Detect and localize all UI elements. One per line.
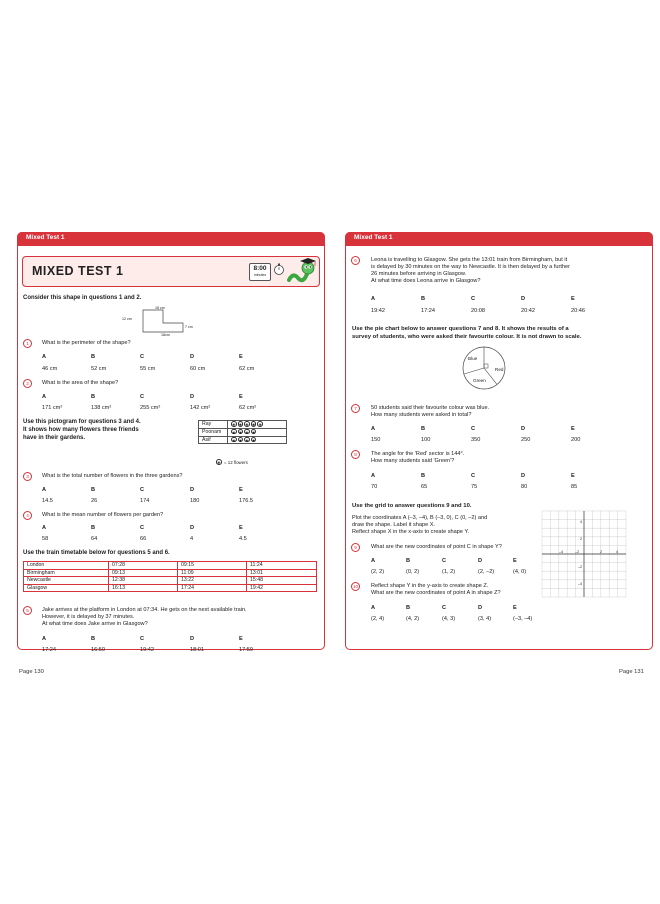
option-answer[interactable]: (2, 4) (371, 616, 385, 622)
pictogram-flowers (228, 436, 287, 444)
shape-intro: Consider this shape in questions 1 and 2. (23, 295, 142, 301)
option-letter[interactable]: B (406, 558, 411, 564)
question-number: 1 (23, 339, 32, 348)
option-answer[interactable]: 46 cm (42, 366, 58, 372)
question-number: 2 (23, 379, 32, 388)
option-answer[interactable]: 180 (190, 498, 200, 504)
question-text: What is the perimeter of the shape? (42, 340, 131, 346)
question-text: is delayed by 30 minutes on the way to Newcastle. It is then delayed by a further (371, 264, 570, 270)
grid-instruction: draw the shape. Label it shape X. (352, 522, 436, 528)
bookworm-mascot-icon (285, 254, 317, 286)
left-page (17, 232, 325, 653)
option-letter[interactable]: A (371, 558, 376, 564)
option-letter[interactable]: C (140, 354, 145, 360)
option-answer[interactable]: (4, 2) (406, 616, 420, 622)
flower-icon: ❀ (238, 429, 243, 435)
flower-icon: ❀ (251, 422, 256, 427)
question-number: 8 (351, 450, 360, 459)
left-page-header (17, 232, 325, 246)
table-cell: Birmingham (24, 569, 109, 577)
option-letter[interactable]: B (91, 394, 96, 400)
option-answer[interactable]: (2, 2) (371, 569, 385, 575)
option-answer[interactable]: 20:42 (521, 308, 535, 314)
option-answer[interactable]: 350 (471, 437, 481, 443)
option-letter[interactable]: D (478, 558, 483, 564)
x-tick-label: –4 (559, 550, 563, 554)
option-letter[interactable]: D (521, 426, 526, 432)
option-letter[interactable]: C (471, 426, 476, 432)
pictogram-row (199, 428, 287, 436)
shape-label-right: 7 cm (185, 325, 193, 329)
stopwatch-icon (273, 262, 285, 276)
flower-icon: ❀ (238, 437, 243, 443)
page-number-left: Page 130 (19, 669, 44, 675)
option-answer[interactable]: 17:59 (239, 647, 253, 653)
question-text: Leona is travelling to Glasgow. She gets the 13:01 train from Birmingham, but it (371, 257, 568, 263)
table-cell: 09:13 (109, 569, 178, 577)
table-cell: 11:09 (178, 569, 247, 577)
pictogram-flowers (228, 428, 287, 436)
option-letter[interactable]: C (140, 525, 145, 531)
table-row (24, 577, 317, 585)
table-cell: Newcastle (24, 577, 109, 585)
option-answer[interactable]: (4, 0) (513, 569, 527, 575)
question-number: 7 (351, 404, 360, 413)
question-text: What is the total number of flowers in the three gardens? (42, 473, 183, 479)
question-text: The angle for the 'Red' sector is 144°. (371, 451, 465, 457)
table-row (24, 562, 317, 570)
flower-icon: ❀ (245, 429, 249, 435)
option-answer[interactable]: (3, 4) (478, 616, 492, 622)
option-letter[interactable]: E (513, 558, 517, 564)
option-answer[interactable]: 16:50 (91, 647, 105, 653)
option-letter[interactable]: C (442, 605, 447, 611)
option-letter[interactable]: D (190, 354, 195, 360)
pictogram-name: Asif (199, 436, 228, 444)
flower-icon: ❀ (232, 429, 236, 435)
flower-icon: ❀ (245, 422, 249, 427)
pie-intro: Use the pie chart below to answer questions 7 and 8. It shows the results of a (352, 326, 569, 332)
right-header-label: Mixed Test 1 (354, 234, 393, 241)
option-answer[interactable]: 4.5 (239, 536, 247, 542)
table-cell: London (24, 562, 109, 570)
y-tick-label: 4 (580, 520, 582, 524)
pictogram-intro: have in their gardens. (23, 435, 86, 441)
pictogram-intro: It shows how many flowers three friends (23, 427, 139, 433)
y-tick-label: 2 (580, 537, 582, 541)
table-cell: 16:13 (109, 584, 178, 592)
option-answer[interactable]: 20:08 (471, 308, 485, 314)
option-letter[interactable]: A (42, 354, 47, 360)
table-cell: 15:48 (247, 577, 317, 585)
option-letter[interactable]: D (190, 636, 195, 642)
option-answer[interactable]: (0, 2) (406, 569, 420, 575)
option-letter[interactable]: B (421, 473, 426, 479)
left-header-label: Mixed Test 1 (26, 234, 65, 241)
table-row (24, 569, 317, 577)
option-letter[interactable]: C (442, 558, 447, 564)
option-answer[interactable]: 66 (140, 536, 147, 542)
flower-icon: ❀ (251, 437, 256, 443)
pie-label-green: Green (473, 378, 486, 383)
option-answer[interactable]: 65 (421, 484, 428, 490)
option-letter[interactable]: E (239, 354, 243, 360)
option-answer[interactable]: 17:24 (42, 647, 56, 653)
option-answer[interactable]: 150 (371, 437, 381, 443)
option-answer[interactable]: 19:42 (140, 647, 154, 653)
option-answer[interactable]: 171 cm² (42, 405, 63, 411)
option-letter[interactable]: A (42, 636, 47, 642)
timer-box (249, 263, 271, 281)
flower-icon: ❀ (232, 437, 236, 443)
shape-label-top: 18 cm (155, 306, 165, 310)
question-number: 4 (23, 511, 32, 520)
option-answer[interactable]: 18:01 (190, 647, 204, 653)
x-tick-label: 4 (616, 550, 618, 554)
table-cell: 19:42 (247, 584, 317, 592)
option-letter[interactable]: E (571, 426, 575, 432)
option-answer[interactable]: 85 (571, 484, 578, 490)
option-letter[interactable]: B (421, 296, 426, 302)
option-answer[interactable]: 80 (521, 484, 528, 490)
option-letter[interactable]: A (371, 296, 376, 302)
option-letter[interactable]: D (190, 394, 195, 400)
option-letter[interactable]: D (521, 473, 526, 479)
grid-instruction: Plot the coordinates A (–3, –4), B (–3, 0), C (0, –2) and (352, 515, 488, 521)
train-timetable (23, 561, 317, 592)
option-answer[interactable]: (2, –2) (478, 569, 495, 575)
question-text: Reflect shape Y in the y-axis to create shape Z. (371, 583, 489, 589)
question-text: What is the mean number of flowers per garden? (42, 512, 164, 518)
option-letter[interactable]: A (371, 473, 376, 479)
table-cell: 07:28 (109, 562, 178, 570)
option-answer[interactable]: 100 (421, 437, 431, 443)
option-letter[interactable]: B (91, 636, 96, 642)
table-cell: 17:24 (178, 584, 247, 592)
question-number: 5 (23, 606, 32, 615)
option-answer[interactable]: 19:42 (371, 308, 385, 314)
right-page (345, 232, 653, 650)
option-letter[interactable]: C (140, 487, 145, 493)
option-letter[interactable]: D (521, 296, 526, 302)
option-answer[interactable]: 20:46 (571, 308, 585, 314)
x-tick-label: 2 (600, 550, 602, 554)
pictogram-row (199, 436, 287, 444)
pictogram-table (198, 420, 287, 444)
option-answer[interactable]: 250 (521, 437, 531, 443)
option-letter[interactable]: E (513, 605, 517, 611)
y-tick-label: –4 (578, 582, 582, 586)
question-text: Jake arrives at the platform in London at 07:34. He gets on the next available train. (42, 607, 247, 613)
option-letter[interactable]: E (239, 525, 243, 531)
option-letter[interactable]: C (140, 636, 145, 642)
option-letter[interactable]: D (190, 525, 195, 531)
option-answer[interactable]: 174 (140, 498, 150, 504)
table-cell: 13:22 (178, 577, 247, 585)
option-letter[interactable]: A (42, 487, 47, 493)
table-cell: 13:01 (247, 569, 317, 577)
flower-icon: ❀ (232, 422, 236, 427)
pie-label-blue: Blue (468, 356, 478, 361)
option-letter[interactable]: A (371, 605, 376, 611)
question-text: However, it is delayed by 37 minutes. (42, 614, 135, 620)
right-page-header (345, 232, 653, 246)
timer-unit: minutes (253, 273, 267, 277)
question-text: 26 minutes before arriving in Glasgow. (371, 271, 467, 277)
option-letter[interactable]: D (190, 487, 195, 493)
option-answer[interactable]: (4, 3) (442, 616, 456, 622)
option-answer[interactable]: 17:24 (421, 308, 435, 314)
grid-intro: Use the grid to answer questions 9 and 10. (352, 503, 472, 509)
question-number: 9 (351, 543, 360, 552)
option-answer[interactable]: 62 cm² (239, 405, 257, 411)
pie-intro: survey of students, who were asked their favourite colour. It is not drawn to scale. (352, 334, 582, 340)
option-answer[interactable]: 55 cm (140, 366, 156, 372)
option-letter[interactable]: C (471, 296, 476, 302)
option-letter[interactable]: B (406, 605, 411, 611)
option-letter[interactable]: E (239, 487, 243, 493)
table-cell: Glasgow (24, 584, 109, 592)
option-letter[interactable]: D (478, 605, 483, 611)
question-number: 10 (352, 584, 359, 589)
option-letter[interactable]: E (571, 296, 575, 302)
option-answer[interactable]: 64 (91, 536, 98, 542)
flower-icon: ❀ (251, 429, 256, 435)
page-title: MIXED TEST 1 (32, 264, 124, 278)
option-answer[interactable]: (–3, –4) (513, 616, 533, 622)
pie-label-red: Red (495, 367, 504, 372)
question-text: 50 students said their favourite colour was blue. (371, 405, 490, 411)
option-letter[interactable]: A (371, 426, 376, 432)
option-answer[interactable]: 255 cm² (140, 405, 161, 411)
table-cell: 12:38 (109, 577, 178, 585)
option-answer[interactable]: 60 cm (190, 366, 206, 372)
grid-instruction: Reflect shape X in the x-axis to create shape Y. (352, 529, 470, 535)
option-letter[interactable]: B (91, 525, 96, 531)
option-letter[interactable]: A (42, 394, 47, 400)
question-number: 6 (351, 256, 360, 265)
option-letter[interactable]: C (471, 473, 476, 479)
pictogram-intro: Use this pictogram for questions 3 and 4. (23, 419, 141, 425)
question-text: What is the area of the shape? (42, 380, 119, 386)
test-title-banner (22, 256, 320, 287)
question-text: At what time does Leona arrive in Glasgow? (371, 278, 481, 284)
coordinate-grid (541, 510, 627, 598)
flower-icon: ❀ (258, 422, 262, 427)
flower-icon: ❀ (238, 422, 243, 427)
question-number: 3 (23, 472, 32, 481)
x-tick-label: –2 (575, 550, 579, 554)
pictogram-name: Ray (199, 421, 228, 429)
shape-label-left: 12 cm (122, 317, 132, 321)
option-answer[interactable]: 52 cm (91, 366, 107, 372)
question-text: At what time does Jake arrive in Glasgow? (42, 621, 148, 627)
option-answer[interactable]: 4 (190, 536, 194, 542)
option-letter[interactable]: E (239, 636, 243, 642)
question-text: How many students said 'Green'? (371, 458, 455, 464)
table-cell: 11:24 (247, 562, 317, 570)
option-letter[interactable]: E (239, 394, 243, 400)
table-row (24, 584, 317, 592)
option-answer[interactable]: 14.5 (42, 498, 53, 504)
option-answer[interactable]: 75 (471, 484, 478, 490)
question-text: What are the new coordinates of point C in shape Y? (371, 544, 502, 550)
pictogram-flowers (228, 421, 287, 429)
option-answer[interactable]: (1, 2) (442, 569, 456, 575)
option-answer[interactable]: 176.5 (239, 498, 253, 504)
option-answer[interactable]: 200 (571, 437, 581, 443)
shape-label-bottom: 18cm (161, 333, 170, 337)
pictogram-name: Poonam (199, 428, 228, 436)
option-answer[interactable]: 62 cm (239, 366, 255, 372)
pictogram-row (199, 421, 287, 429)
option-letter[interactable]: A (42, 525, 47, 531)
table-cell: 09:15 (178, 562, 247, 570)
y-tick-label: –2 (578, 565, 582, 569)
question-text: How many students were asked in total? (371, 412, 472, 418)
question-text: What are the new coordinates of point A in shape Z? (371, 590, 501, 596)
option-letter[interactable]: B (91, 487, 96, 493)
option-answer[interactable]: 26 (91, 498, 98, 504)
flower-key-icon: ❀ (217, 460, 221, 465)
option-letter[interactable]: C (140, 394, 145, 400)
option-letter[interactable]: E (571, 473, 575, 479)
option-answer[interactable]: 138 cm² (91, 405, 112, 411)
option-answer[interactable]: 70 (371, 484, 378, 490)
flower-icon: ❀ (245, 437, 249, 443)
option-letter[interactable]: B (421, 426, 426, 432)
pictogram-key: = 12 flowers (224, 460, 248, 465)
page-number-right: Page 131 (619, 669, 644, 675)
option-answer[interactable]: 142 cm² (190, 405, 211, 411)
option-letter[interactable]: B (91, 354, 96, 360)
timer-value: 8:00 (253, 265, 267, 272)
timetable-intro: Use the train timetable below for questions 5 and 6. (23, 550, 170, 556)
option-answer[interactable]: 58 (42, 536, 49, 542)
